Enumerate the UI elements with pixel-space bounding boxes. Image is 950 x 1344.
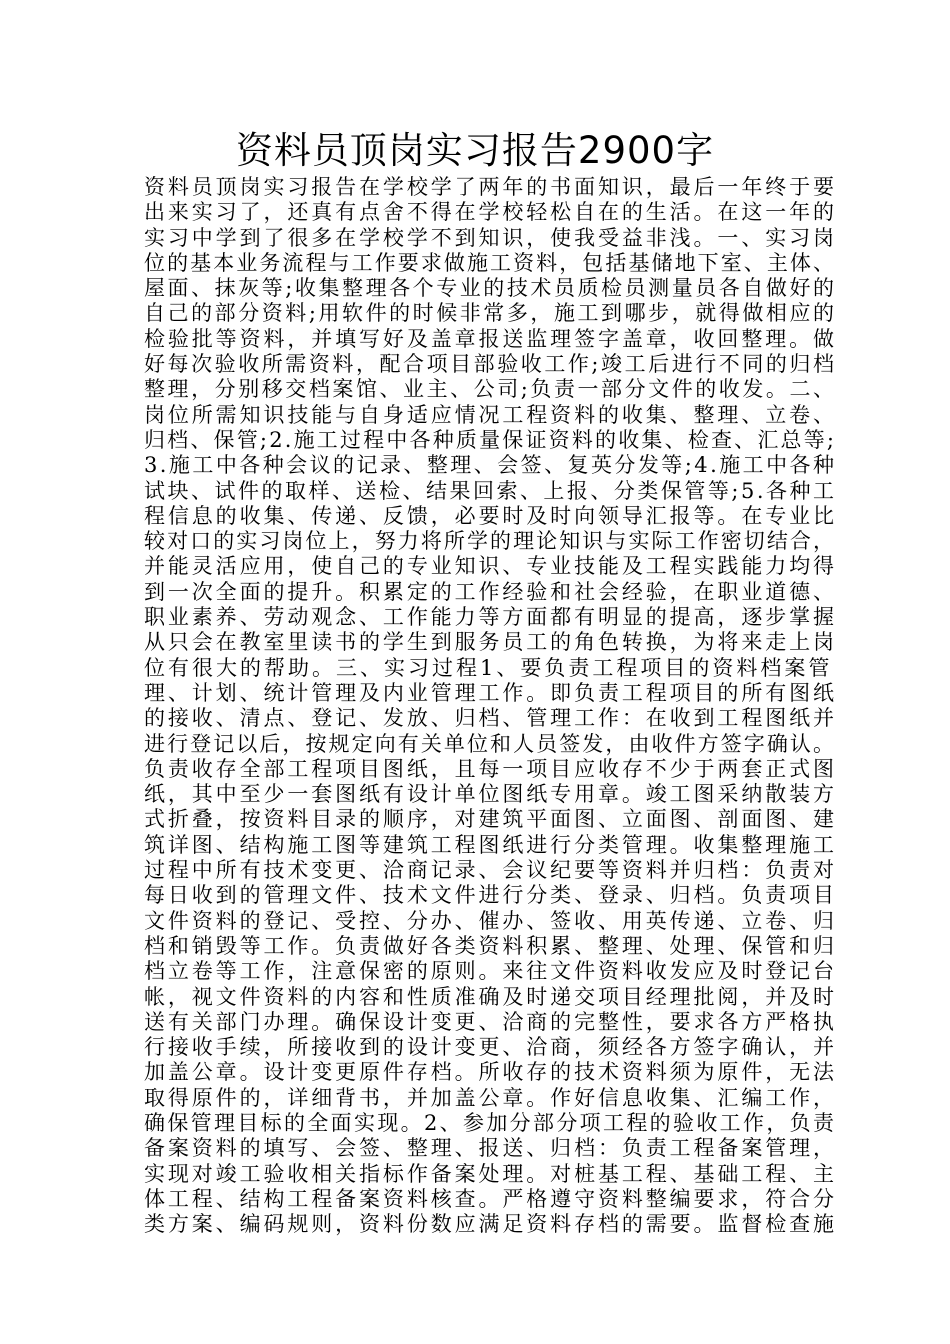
body-text-line: 过程中所有技术变更、洽商记录、会议纪要等资料并归档：负责对	[144, 858, 837, 883]
body-text-line: 送有关部门办理。确保设计变更、洽商的完整性，要求各方严格执	[144, 1009, 837, 1034]
body-text-line: 到一次全面的提升。积累定的工作经验和社会经验，在职业道德、	[144, 579, 837, 604]
body-text-line: 进行登记以后，按规定向有关单位和人员签发，由收件方签字确认。	[144, 731, 837, 756]
body-text-line: 位有很大的帮助。三、实习过程1、要负责工程项目的资料档案管	[144, 655, 833, 680]
body-text-line: 并能灵活应用，使自己的专业知识、专业技能及工程实践能力均得	[144, 554, 837, 579]
body-text-line: 取得原件的，详细背书，并加盖公章。作好信息收集、汇编工作，	[144, 1085, 837, 1110]
body-text-line: 出来实习了，还真有点舍不得在学校轻松自在的生活。在这一年的	[144, 200, 837, 225]
body-text-line: 归档、保管;2.施工过程中各种质量保证资料的收集、检查、汇总等;	[144, 427, 837, 452]
body-text-line: 检验批等资料，并填写好及盖章报送监理签字盖章，收回整理。做	[144, 326, 837, 351]
body-text-line: 3.施工中各种会议的记录、整理、会签、复英分发等;4.施工中各种	[144, 453, 837, 478]
body-text-line: 档立卷等工作，注意保密的原则。来往文件资料收发应及时登记台	[144, 959, 837, 984]
body-text-line: 纸，其中至少一套图纸有设计单位图纸专用章。竣工图采纳散装方	[144, 782, 837, 807]
body-text-line: 从只会在教室里读书的学生到服务员工的角色转换，为将来走上岗	[144, 630, 837, 655]
body-text-line: 行接收手续，所接收到的设计变更、洽商，须经各方签字确认，并	[144, 1035, 837, 1060]
body-text-line: 确保管理目标的全面实现。2、参加分部分项工程的验收工作，负责	[144, 1110, 837, 1135]
body-text-line: 类方案、编码规则，资料份数应满足资料存档的需要。监督检查施	[144, 1212, 837, 1237]
body-text-line: 较对口的实习岗位上，努力将所学的理论知识与实际工作密切结合，	[144, 529, 837, 554]
body-text-line: 实习中学到了很多在学校学不到知识，使我受益非浅。一、实习岗	[144, 225, 837, 250]
body-text-line: 试块、试件的取样、送检、结果回索、上报、分类保管等;5.各种工	[144, 478, 837, 503]
body-text-line: 位的基本业务流程与工作要求做施工资料，包括基储地下室、主体、	[144, 250, 837, 275]
body-text-line: 屋面、抹灰等;收集整理各个专业的技术员质检员测量员各自做好的	[144, 276, 837, 301]
document-body	[144, 175, 837, 1237]
body-text-line: 档和销毁等工作。负责做好各类资料积累、整理、处理、保管和归	[144, 933, 837, 958]
body-text-line: 理、计划、统计管理及内业管理工作。即负责工程项目的所有图纸	[144, 680, 837, 705]
body-text-line: 职业素养、劳动观念、工作能力等方面都有明显的提高，逐步掌握	[144, 605, 837, 630]
body-text-line: 自己的部分资料;用软件的时候非常多，施工到哪步，就得做相应的	[144, 301, 837, 326]
body-text-line: 每日收到的管理文件、技术文件进行分类、登录、归档。负责项目	[144, 883, 837, 908]
body-text-line: 程信息的收集、传递、反馈，必要时及时向领导汇报等。在专业比	[144, 503, 837, 528]
body-text-line: 整理，分别移交档案馆、业主、公司;负责一部分文件的收发。二、	[144, 377, 837, 402]
body-text-line: 实现对竣工验收相关指标作备案处理。对桩基工程、基础工程、主	[144, 1161, 837, 1186]
body-text-line: 备案资料的填写、会签、整理、报送、归档：负责工程备案管理，	[144, 1136, 837, 1161]
body-text-line: 负责收存全部工程项目图纸，且每一项目应收存不少于两套正式图	[144, 756, 837, 781]
body-text-line: 筑详图、结构施工图等建筑工程图纸进行分类管理。收集整理施工	[144, 832, 837, 857]
body-text-line: 资料员顶岗实习报告在学校学了两年的书面知识，最后一年终于要	[144, 175, 837, 199]
body-text-line: 体工程、结构工程备案资料核查。严格遵守资料整编要求，符合分	[144, 1186, 837, 1211]
body-text-line: 文件资料的登记、受控、分办、催办、签收、用英传递、立卷、归	[144, 908, 837, 933]
body-text-line: 帐，视文件资料的内容和性质准确及时递交项目经理批阅，并及时	[144, 984, 837, 1009]
body-text-line: 岗位所需知识技能与自身适应情况工程资料的收集、整理、立卷、	[144, 402, 837, 427]
body-text-line: 好每次验收所需资料，配合项目部验收工作;竣工后进行不同的归档	[144, 352, 837, 377]
body-text-line: 加盖公章。设计变更原件存档。所收存的技术资料须为原件，无法	[144, 1060, 837, 1085]
document-title: 资料员顶岗实习报告2900字	[235, 129, 715, 172]
body-text-line: 式折叠，按资料目录的顺序，对建筑平面图、立面图、剖面图、建	[144, 807, 837, 832]
body-text-line: 的接收、清点、登记、发放、归档、管理工作：在收到工程图纸并	[144, 706, 837, 731]
